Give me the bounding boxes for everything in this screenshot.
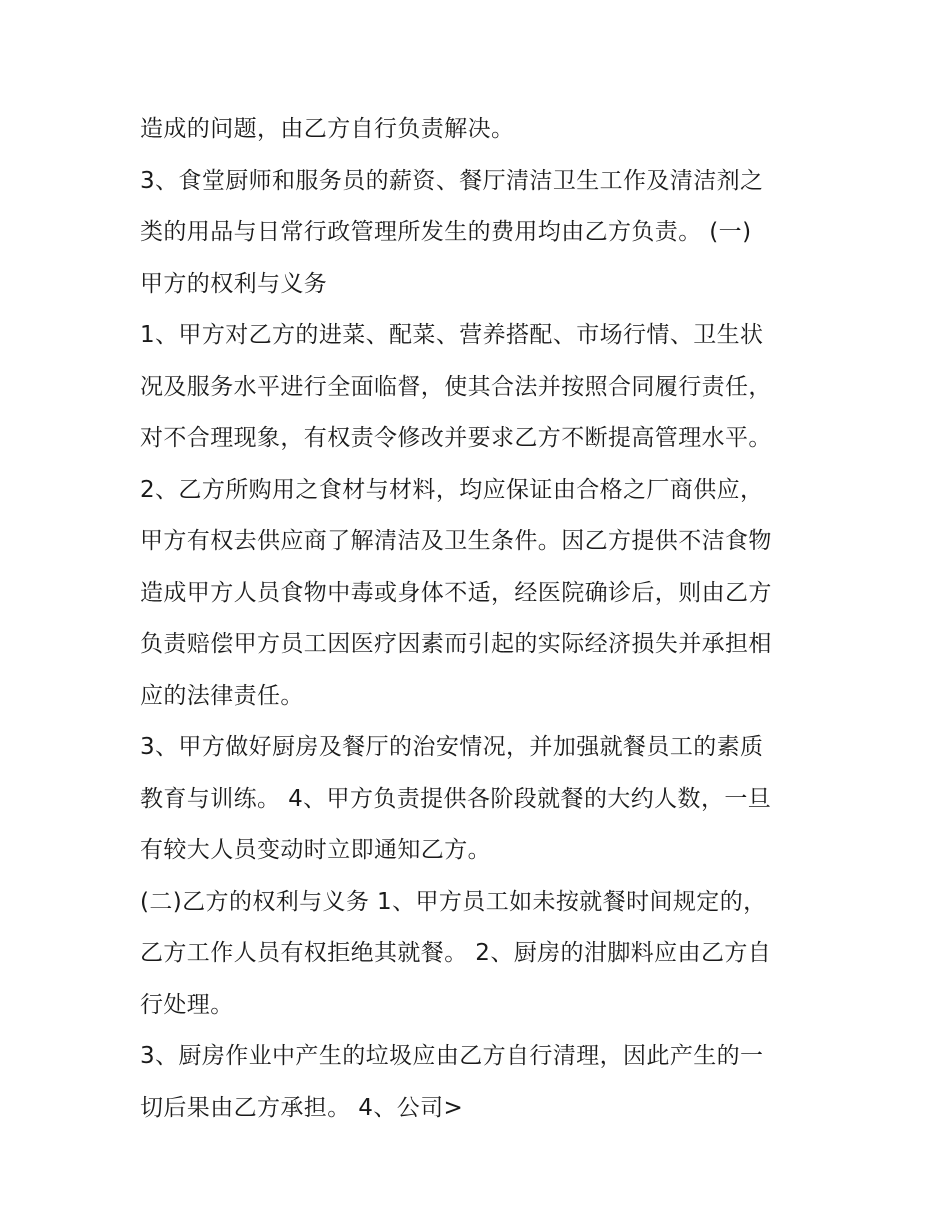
text-line: 3、食堂厨师和服务员的薪资、餐厅清洁卫生工作及清洁剂之 [140,167,764,194]
text-line: 甲方的权利与义务 [140,270,328,297]
text-line: 类的用品与日常行政管理所发生的费用均由乙方负责。 (一) [140,219,752,245]
text-line: 况及服务水平进行全面临督，使其合法并按照合同履行责任， [140,373,772,400]
text-line: 甲方有权去供应商了解清洁及卫生条件。因乙方提供不洁食物 [140,528,772,554]
text-line: 应的法律责任。 [140,682,304,709]
text-line: 有较大人员变动时立即通知乙方。 [140,837,491,863]
text-line: 乙方工作人员有权拒绝其就餐。 2、厨房的泔脚料应由乙方自 [140,940,772,966]
text-line: 3、厨房作业中产生的垃圾应由乙方自行清理，因此产生的一 [140,1043,764,1069]
text-line: 行处理。 [140,991,234,1018]
text-line: 对不合理现象，有权责令修改并要求乙方不断提高管理水平。 [140,425,772,451]
text-line: 造成甲方人员食物中毒或身体不适，经医院确诊后，则由乙方 [140,579,772,606]
text-line: 2、乙方所购用之食材与材料，均应保证由合格之厂商供应， [140,476,764,503]
text-line: 1、甲方对乙方的进菜、配菜、营养搭配、市场行情、卫生状 [140,322,764,348]
text-line: 3、甲方做好厨房及餐厅的治安情况，并加强就餐员工的素质 [140,734,764,760]
text-line: 负责赔偿甲方员工因医疗因素而引起的实际经济损失并承担相 [140,631,772,657]
text-line: 教育与训练。 4、甲方负责提供各阶段就餐的大约人数，一旦 [140,785,772,812]
text-line: 造成的问题，由乙方自行负责解决。 [140,116,515,142]
document-body [140,104,830,1134]
text-line: 切后果由乙方承担。 4、公司> [140,1094,464,1121]
text-line: (二)乙方的权利与义务 1、甲方员工如未按就餐时间规定的， [140,888,767,915]
